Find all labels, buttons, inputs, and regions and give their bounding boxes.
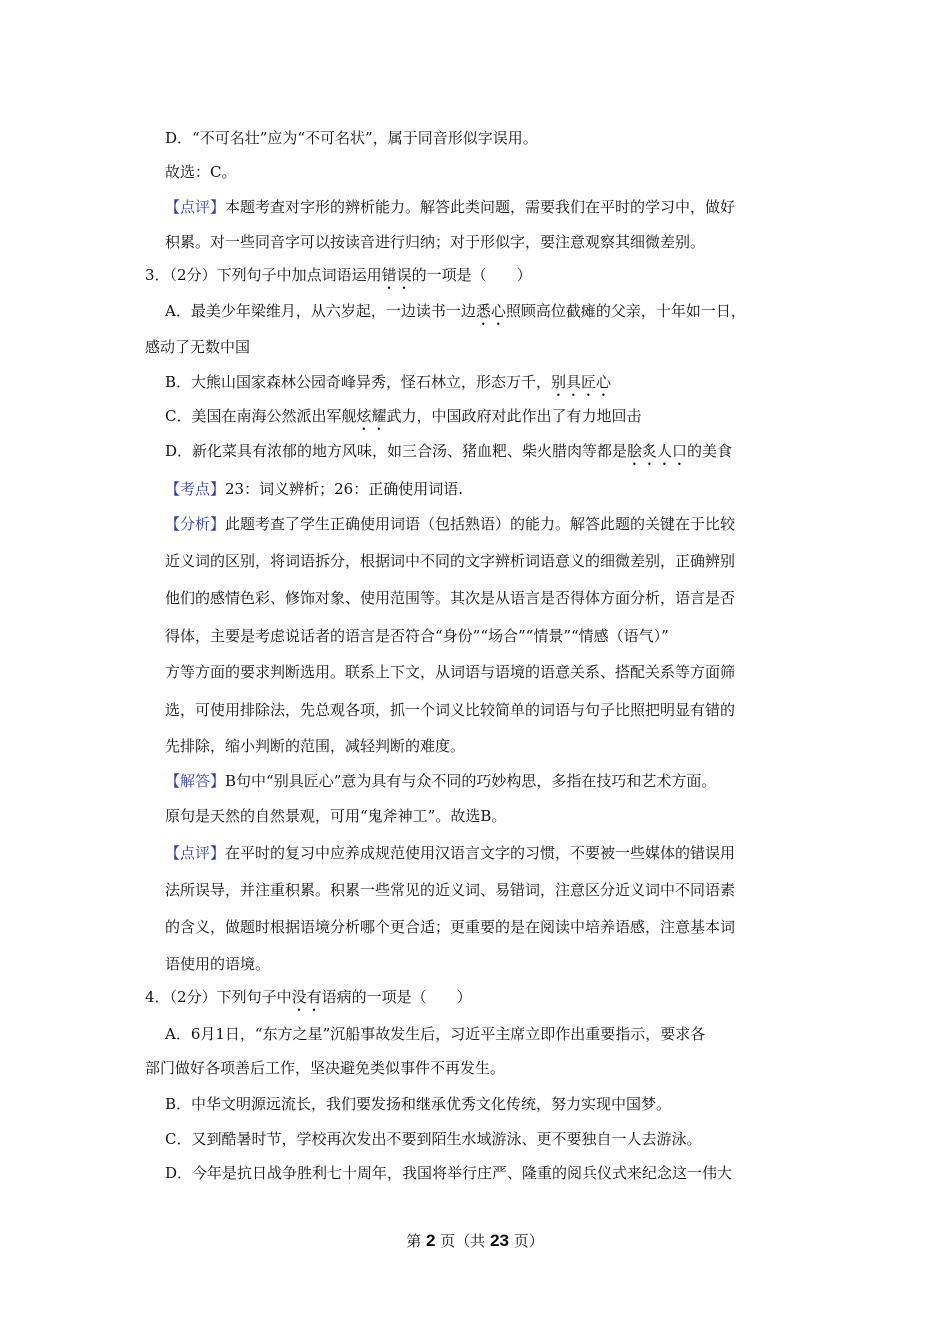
q2-answer: 故选：C。	[165, 163, 237, 181]
q4-stem: 4．（2分）下列句子中没有语病的一项是（ ）	[145, 988, 472, 1006]
q3-dianping-line3: 的含义，做题时根据语境分析哪个更合适；更重要的是在阅读中培养语感，注意基本词	[165, 918, 736, 936]
page-number: 2	[426, 1231, 436, 1250]
q2-comment-line2: 积累。对一些同音字可以按读音进行归纳；对于形似字，要注意观察其细微差别。	[165, 233, 706, 251]
q3-option-b: B．大熊山国家森林公园奇峰异秀，怪石林立，形态万千，别具匠心	[165, 373, 612, 391]
page-footer: 第 2 页（共 23 页）	[406, 1231, 544, 1250]
q3-stem: 3．（2分）下列句子中加点词语运用错误的一项是（ ）	[145, 266, 532, 284]
q3-option-a-line1: A．最美少年梁维月，从六岁起，一边读书一边悉心照顾高位截瘫的父亲，十年如一日，	[165, 302, 746, 320]
q2-option-d: D．“不可名壮”应为“不可名状”，属于同音形似字误用。	[165, 129, 538, 147]
q3-jieda-line2: 原句是天然的自然景观，可用“鬼斧神工”。故选B。	[165, 807, 507, 825]
emphasized-word: 错误	[381, 266, 412, 284]
q3-jieda-line1: 【解答】B句中“别具匠心”意为具有与众不同的巧妙构思，多指在技巧和艺术方面。	[165, 772, 717, 790]
emphasized-word: 没有	[291, 988, 322, 1006]
emphasized-word: 悉心	[475, 302, 506, 320]
q3-fenxi-line2: 近义词的区别，将词语拆分，根据词中不同的文字辨析词语意义的细微差别，正确辨别	[165, 552, 736, 570]
q3-fenxi-line7: 先排除，缩小判断的范围，减轻判断的难度。	[165, 737, 466, 755]
q3-dianping-line2: 法所误导，并注重积累。积累一些常见的近义词、易错词，注意区分近义词中不同语素	[165, 881, 736, 899]
q3-fenxi-line1: 【分析】此题考查了学生正确使用词语（包括熟语）的能力。解答此题的关键在于比较	[165, 515, 736, 533]
emphasized-word: 脍炙人口	[627, 442, 688, 460]
q4-option-a-line1: A．6月1日，“东方之星”沉船事故发生后，习近平主席立即作出重要指示，要求各	[165, 1025, 706, 1043]
page-total: 23	[490, 1231, 509, 1250]
q4-option-a-line2: 部门做好各项善后工作，坚决避免类似事件不再发生。	[145, 1059, 506, 1077]
q3-fenxi-line5: 方等方面的要求判断选用。联系上下文，从词语与语境的语意关系、搭配关系等方面筛	[165, 663, 736, 681]
q4-option-c: C．又到酷暑时节，学校再次发出不要到陌生水域游泳、更不要独自一人去游泳。	[165, 1130, 702, 1148]
comment-tag: 【点评】	[165, 198, 226, 216]
q3-option-a-line2: 感动了无数中国	[145, 338, 251, 356]
q3-kaodian: 【考点】23：词义辨析；26：正确使用词语.	[165, 480, 463, 498]
q3-dianping-line1: 【点评】在平时的复习中应养成规范使用汉语言文字的习惯，不要被一些媒体的错误用	[165, 844, 736, 862]
q3-fenxi-line6: 选，可使用排除法，先总观各项，抓一个词义比较简单的词语与句子比照把明显有错的	[165, 701, 736, 719]
jieda-tag: 【解答】	[165, 772, 226, 790]
q3-dianping-line4: 语使用的语境。	[165, 955, 271, 973]
fenxi-tag: 【分析】	[165, 515, 226, 533]
q3-fenxi-line3: 他们的感情色彩、修饰对象、使用范围等。其次是从语言是否得体方面分析，语言是否	[165, 589, 736, 607]
q4-option-d-line1: D．今年是抗日战争胜利七十周年，我国将举行庄严、隆重的阅兵仪式来纪念这一伟大	[165, 1164, 733, 1182]
emphasized-word: 别具匠心	[551, 373, 612, 391]
q4-option-b: B．中华文明源远流长，我们要发扬和继承优秀文化传统，努力实现中国梦。	[165, 1095, 672, 1113]
q3-option-d: D．新化菜具有浓郁的地方风味，如三合汤、猪血粑、柴火腊肉等都是脍炙人口的美食	[165, 442, 733, 460]
q3-fenxi-line4: 得体，主要是考虑说话者的语言是否符合“身份”“场合”“情景”“情感（语气）”	[165, 627, 669, 645]
dianping-tag: 【点评】	[165, 844, 226, 862]
emphasized-word: 炫耀	[356, 407, 387, 425]
q2-comment-line1: 【点评】本题考查对字形的辨析能力。解答此类问题，需要我们在平时的学习中，做好	[165, 198, 736, 216]
q3-option-c: C．美国在南海公然派出军舰炫耀武力，中国政府对此作出了有力地回击	[165, 407, 642, 425]
kaodian-tag: 【考点】	[165, 480, 226, 498]
